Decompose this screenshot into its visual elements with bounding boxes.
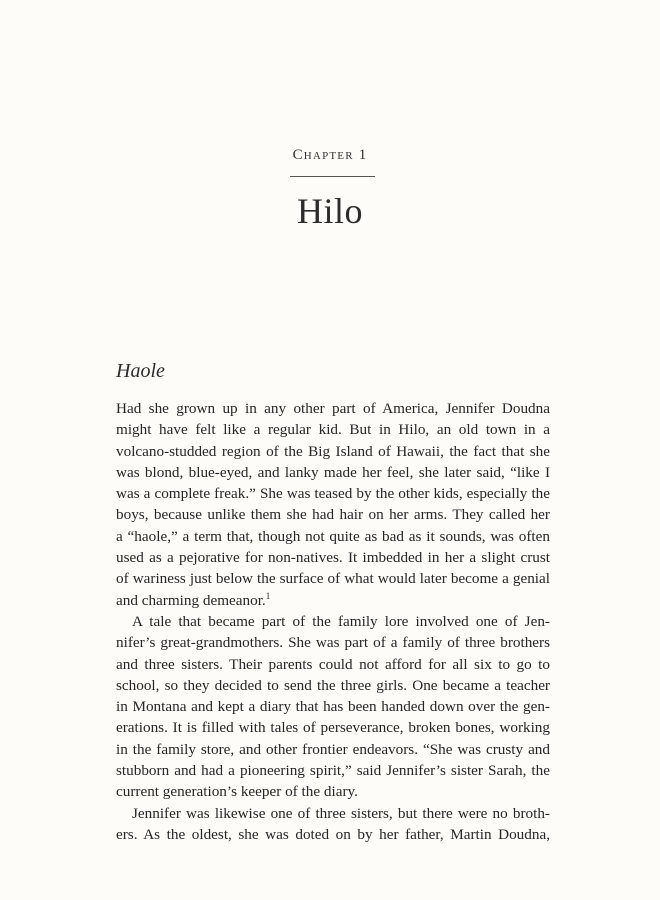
text-line-content: and charming demeanor. xyxy=(116,591,266,609)
text-line: and three sisters. Their parents could not afford for all six to go to xyxy=(116,655,550,673)
text-line: Jennifer was likewise one of three sisters, but there were no broth- xyxy=(132,804,550,822)
section-heading: Haole xyxy=(116,360,165,382)
text-line: Had she grown up in any other part of America, Jennifer Doudna xyxy=(116,400,550,417)
text-line: in Montana and kept a diary that has been handed down over the gen- xyxy=(116,698,550,716)
text-line xyxy=(116,590,550,611)
text-line: volcano-studded region of the Big Island of Hawaii, the fact that she xyxy=(116,442,550,460)
text-line: might have felt like a regular kid. But in Hilo, an old town in a xyxy=(116,421,550,439)
text-line: school, so they decided to send the three girls. One became a teacher xyxy=(116,676,550,694)
text-line: was a complete freak.” She was teased by the other kids, especially the xyxy=(116,485,550,503)
text-line: current generation’s keeper of the diary. xyxy=(116,783,358,801)
text-line: was blond, blue-eyed, and lanky made her feel, she later said, “like I xyxy=(116,463,550,481)
text-line: in the family store, and other frontier endeavors. “She was crusty and xyxy=(116,740,550,758)
chapter-title: Hilo xyxy=(296,191,363,231)
text-line: stubborn and had a pioneering spirit,” said Jennifer’s sister Sarah, the xyxy=(116,762,550,780)
body-text xyxy=(116,398,550,845)
footnote-marker: 1 xyxy=(265,590,271,601)
text-line: used as a pejorative for non-natives. It imbedded in her a slight crust xyxy=(116,549,550,567)
text-line: of wariness just below the surface of what would later become a genial xyxy=(116,570,550,588)
text-line: boys, because unlike them she had hair on her arms. They called her xyxy=(116,506,550,524)
text-line: erations. It is filled with tales of perseverance, broken bones, working xyxy=(116,719,550,737)
chapter-divider xyxy=(290,176,375,177)
text-line: ers. As the oldest, she was doted on by her father, Martin Doudna, xyxy=(116,825,550,843)
chapter-label: Chapter 1 xyxy=(292,147,368,163)
text-line: a “haole,” a term that, though not quite as bad as it sounds, was often xyxy=(116,527,550,545)
text-line: A tale that became part of the family lore involved one of Jen- xyxy=(132,612,550,630)
text-line: nifer’s great-grandmothers. She was part of a family of three brothers xyxy=(116,634,550,652)
